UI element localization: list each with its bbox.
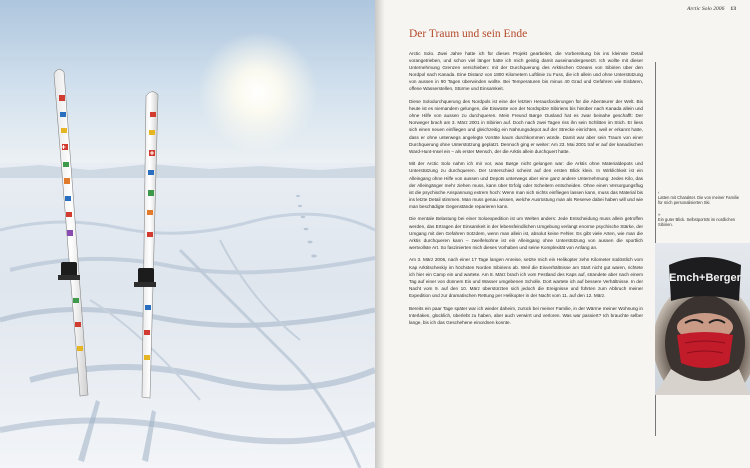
self-portrait-photo xyxy=(655,243,750,395)
caption-marker: ‹ xyxy=(658,190,660,195)
chapter-title: Der Traum und sein Ende xyxy=(409,28,528,40)
running-head xyxy=(687,6,736,12)
caption-marker: » xyxy=(658,211,661,217)
body-paragraph: Arctic Solo. Zwei Jahre hatte ich für dieses Projekt gearbeitet, die Vorbereitung bis ins kleinste Detail vorangetrieben, und schon viel länger hatte ich mich geistig damit auseinandergesetzt. Ich wollte mit dieser Unternehmung Grenzen verschieben: mit der Durchquerung des Arktischen Ozeans von Sibirien über den Nordpol nach Kanada. Eine Distanz von 1800 Kilometern Luftlinie zu Fuss, die ich allein und ohne Unterstützung von aussen in 90 Tagen überwinden wollte. Bei Temperaturen bis minus 40 Grad und Gefahren wie Eisbären, offene Wasserstellen, Stürme und Einsamkeit. xyxy=(409,51,643,92)
captions xyxy=(658,190,740,233)
caption-skis xyxy=(658,190,740,206)
body-paragraph: Bereits ein paar Tage später war ich wieder daheim, zurück bei meiner Familie, in der Wärme meiner Wohnung in Interlaken, glücklich, überlebt zu haben, aber auch verwirrt und verloren. Was war passiert? Ich brauchte selber lange, bis ich das Geschehene einordnen konnte. xyxy=(409,305,643,325)
running-head-title: Arctic Solo 2006 xyxy=(687,6,725,12)
body-paragraph: Die mentale Belastung bei einer Soloexpedition ist um Welten anders: Jede Entscheidung muss allein getroffen werden, das Ertragen der Einsamkeit in der lebensfeindlichen Umgebung verlangt enorme psychische Stärke, der Umgang mit den Gefahren trotzdem, wenn man allein ist, absolut keine Fehler. Es gibt viele Arten, wie man die Arktis durchqueren kann – zweifelsohne ist ein Alleingang ohne Unterstützung von aussen die sportlich wertvollste Art. So faszinierten mich dieses Vorhaben und seine Komplexität von Anfang an. xyxy=(409,216,643,250)
body-paragraph: Mit der Arctic Solo nahm ich mir vor, was Børge nicht gelungen war: die Arktis ohne Materialdepots und Unterstützung zu durchqueren. Der Unterschied scheint auf den ersten Blick klein. In Wirklichkeit ist ein Alleingang ohne Hilfe von aussen und Depots unterwegs aber eine ganz andere Unternehmung: Jedes Kilo, das der Alleingänger mehr ziehen muss, kann über Erfolg oder Scheitern entscheiden. Ohne einen Versorgungsflug ist die psychische Anspannung extrem hoch: Wenn man sich nichts einfliegen lassen kann, muss das Material bis ins letzte Detail stimmen. Man muss genau wissen, welche Ausrüstung man als Reserve dabei haben will und wie man beschädigte Gegenstände reparieren kann. xyxy=(409,161,643,209)
body-paragraph: Diese Solodurchquerung des Nordpols ist eine der letzten Herausforderungen für die Abenteurer der Welt. Bis heute ist es niemandem gelungen, die Eiswüste von der Nordspitze Sibiriens bis hinüber nach Kanada allein und ohne Hilfe von aussen zu durchqueren. Mein Freund Børge Ousland hat es zwar beinahe geschafft: Der Norweger brach am 3. März 2001 in Sibirien auf. Doch nach zwei Tagen riss ihn sein Schlitten im Stich. Er liess sich einen neuen einfliegen und gleichzeitig ein Nahrungsdepot auf der Strecke einrichten, weil er erkannt hatte, dass er ohne unterwegs angelegte Vorräte kaum durchkommen würde. Damit war aber sein Traum von einer Durchquerung ohne Unterstützung geplatzt. Dennoch ging er weiter: Am 23. Mai 2001 traf er auf der kanadischen Ward-Hunt-Insel ein – als erster Mensch, der die Arktis allein durchquert hatte. xyxy=(409,99,643,154)
body-text xyxy=(409,50,643,331)
body-paragraph: Am 3. März 2006, nach einer 17 Tage langen Anreise, setzte mich ein Helikopter zehn Kilometer südöstlich vom Kap Arktitscheskiy im höchsten Norden Sibiriens ab. Weil die Eisverhältnisse am Start nicht gut waren, richtete ich hier ein Camp ein und wartete. Am 8. März brach ich vom Festland des Kaps auf, strandete aber nach einem Tag auf einer von dünnem Eis und Wasser umgebenen Scholle. Dort wartete ich auf bessere Verhältnisse. In der Nacht vom 9. auf den 10. März überstürzten sich jedoch die Ereignisse und führten zum Abbruch meiner Expedition und zur dramatischen Rettung per Helikopter in der Nacht vom 11. auf den 12. März. xyxy=(409,257,643,298)
text-page xyxy=(375,0,750,468)
caption-text: Latten mit Charakter. Die von meiner Familie für mich personalisierten Ski. xyxy=(658,195,739,206)
page-number: 13 xyxy=(730,6,736,12)
hat-brand-text: Emch+Berger xyxy=(669,272,741,284)
caption-text: Ein guter Blick. Selbstporträt im nordlichen Sibirien. xyxy=(658,216,736,228)
caption-portrait xyxy=(658,212,740,228)
